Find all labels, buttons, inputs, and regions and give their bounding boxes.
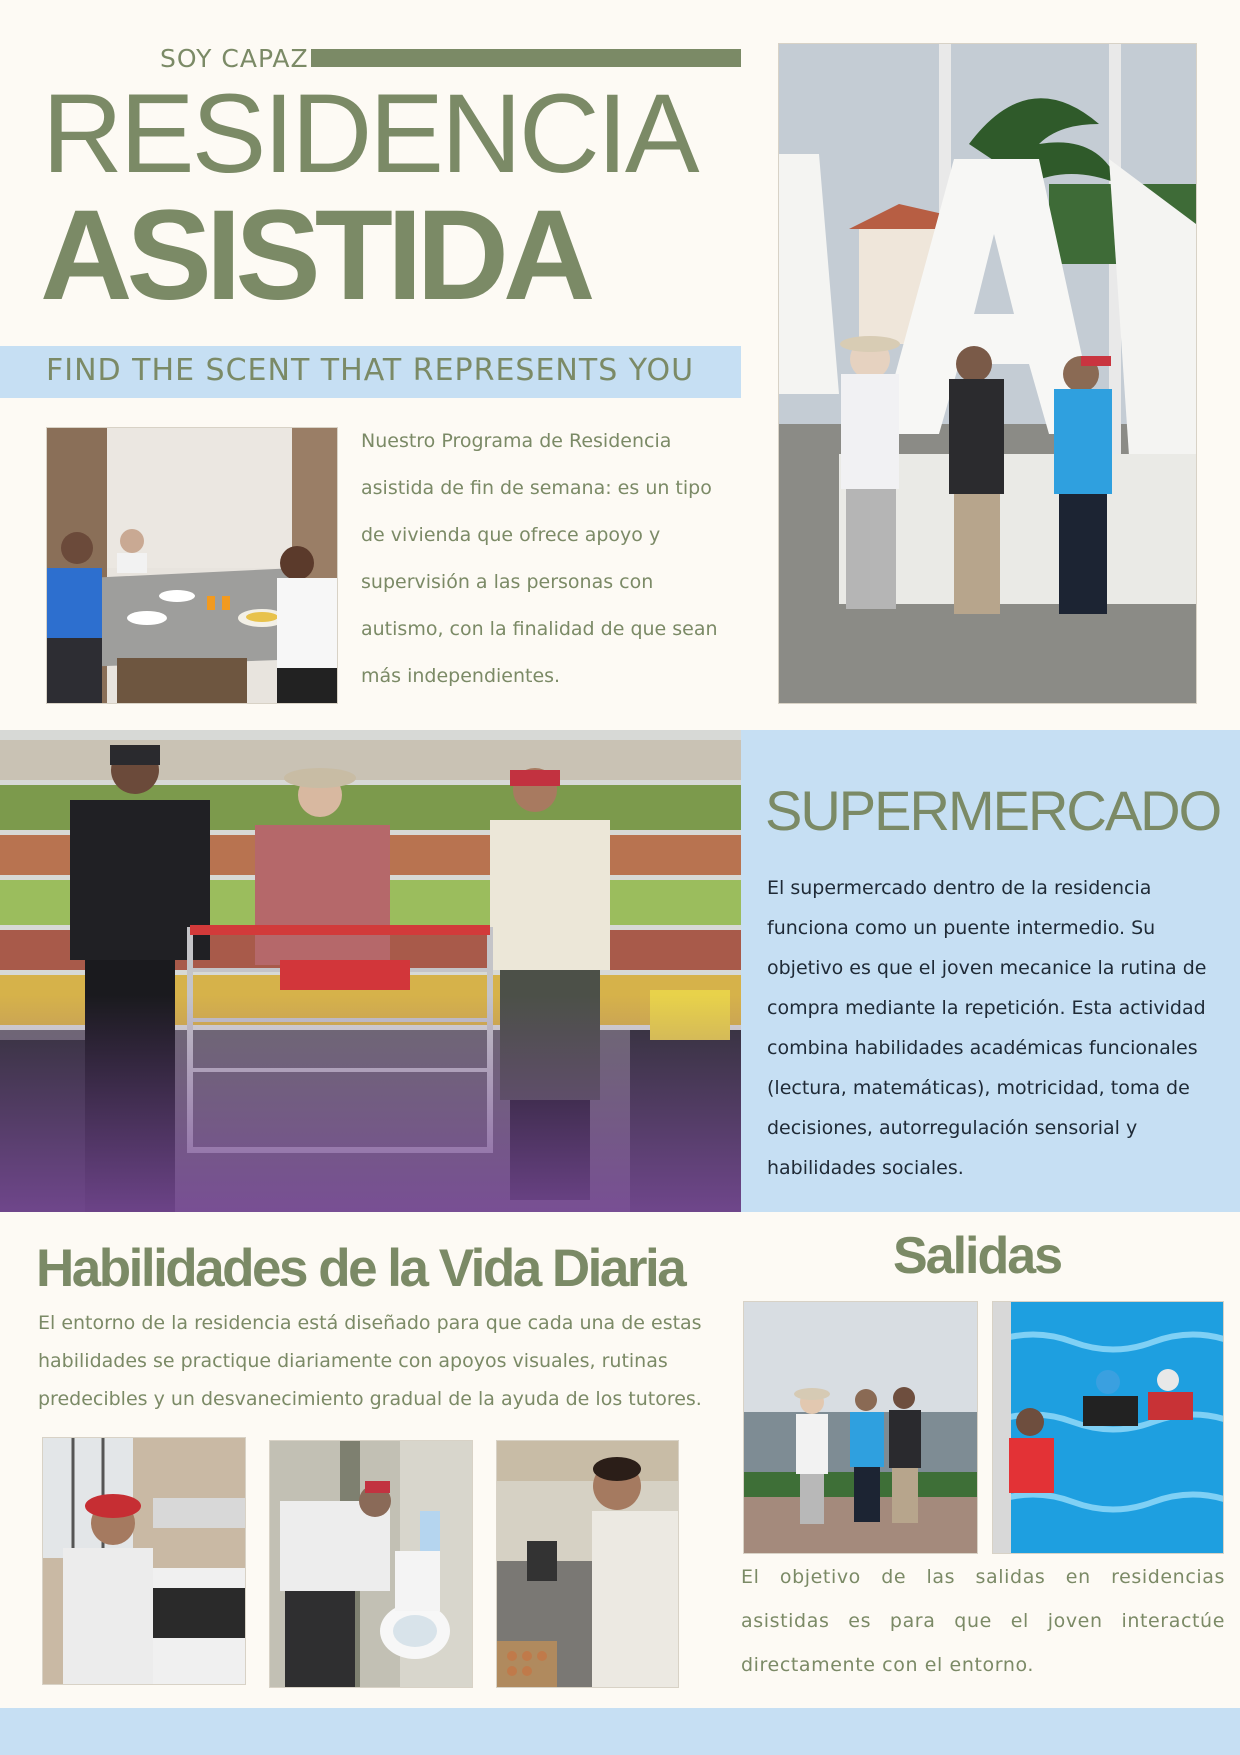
- daily-skills-text: El entorno de la residencia está diseñado para que cada una de estas habilidades se practique diariamente con apoyos visuales, rutinas predecibles y un desvanecimiento gradual de la ayuda de los tutores.: [38, 1312, 702, 1410]
- photo-waterfront: [743, 1301, 978, 1554]
- photo-supermarket: [0, 730, 741, 1212]
- outings-text: El objetivo de las salidas en residencias asistidas es para que el joven interactúe directamente con el entorno.: [741, 1566, 1225, 1676]
- photo-cooking: [42, 1437, 246, 1685]
- supermarket-text: El supermercado dentro de la residencia funciona como un puente intermedio. Su objetivo es que el joven mecanice la rutina de compra mediante la repetición. Esta actividad combina habilidades académicas funcionales (lectura, matemáticas), motricidad, toma de decisiones, autorregulación sensorial y habilidades sociales.: [767, 877, 1207, 1179]
- photo-kitchen: [496, 1440, 679, 1688]
- photo-city-sign: [778, 43, 1197, 704]
- photo-bathroom: [269, 1440, 473, 1688]
- title-line2: ASISTIDA: [40, 184, 590, 327]
- photo-dining: [46, 427, 338, 704]
- intro-text: Nuestro Programa de Residencia asistida de fin de semana: es un tipo de vivienda que ofrece apoyo y supervisión a las personas con autismo, con la finalidad de que sean más independientes.: [361, 430, 718, 687]
- photo-pool: [992, 1301, 1224, 1554]
- kicker-bar: [311, 49, 741, 67]
- supermarket-title: SUPERMERCADO: [765, 779, 1221, 842]
- outings-title: Salidas: [893, 1227, 1062, 1285]
- kicker-text: SOY CAPAZ: [160, 44, 309, 73]
- tagline: FIND THE SCENT THAT REPRESENTS YOU: [46, 353, 695, 388]
- title-line1: RESIDENCIA: [42, 71, 697, 196]
- daily-skills-title: Habilidades de la Vida Diaria: [36, 1239, 685, 1298]
- footer-band: [0, 1708, 1240, 1755]
